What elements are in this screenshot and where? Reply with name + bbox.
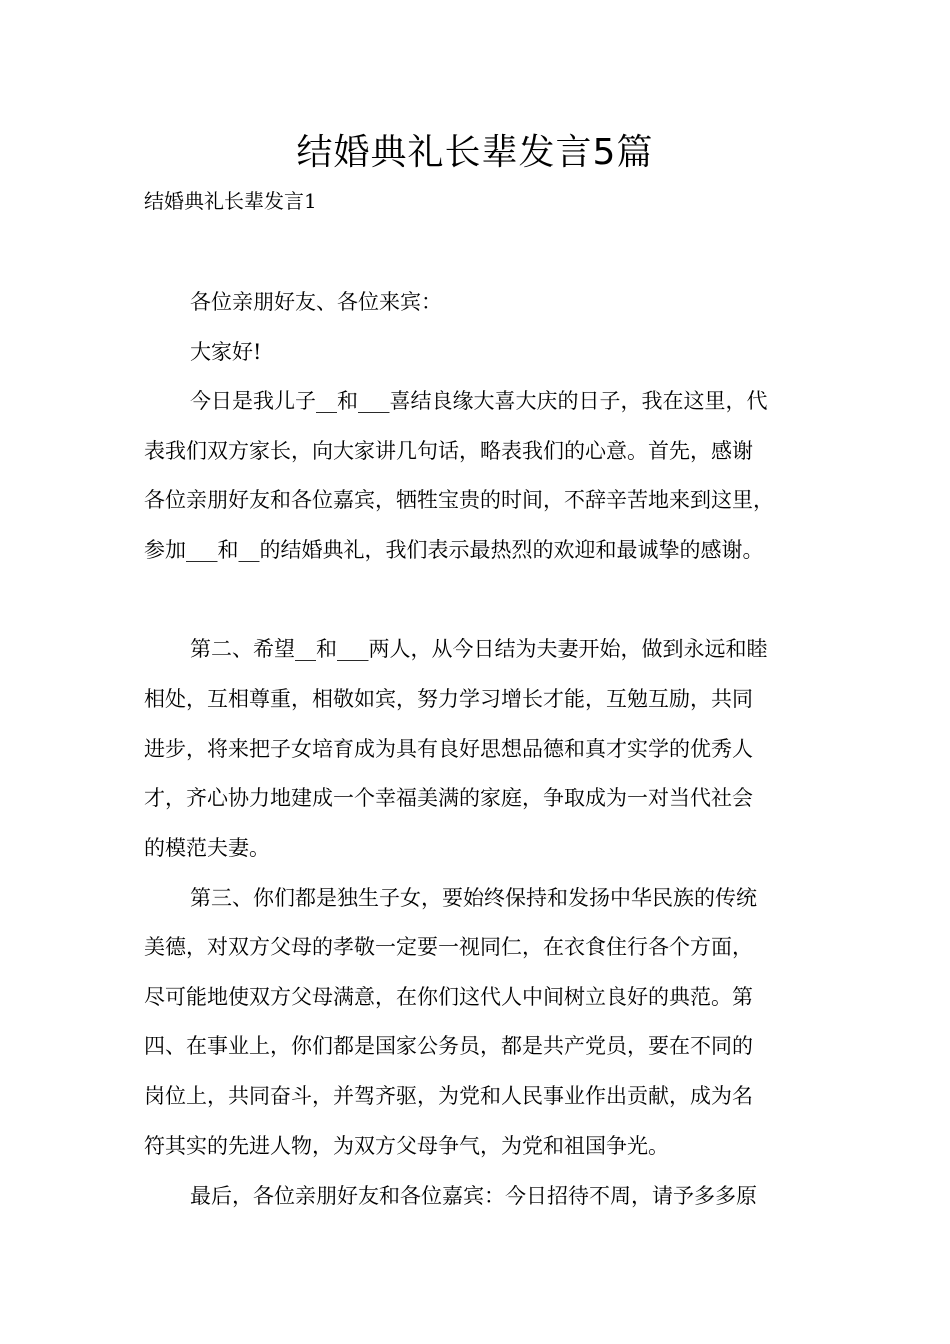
paragraph-line: 各位亲朋好友和各位嘉宾，牺牲宝贵的时间，不辞辛苦地来到这里， bbox=[144, 488, 774, 512]
document-title: 结婚典礼长辈发言5篇 bbox=[296, 132, 654, 173]
paragraph-line: 进步，将来把子女培育成为具有良好思想品德和真才实学的优秀人 bbox=[144, 737, 753, 761]
paragraph-line: 尽可能地使双方父母满意，在你们这代人中间树立良好的典范。第 bbox=[144, 985, 753, 1009]
paragraph-line: 最后，各位亲朋好友和各位嘉宾：今日招待不周，请予多多原 bbox=[190, 1184, 757, 1208]
paragraph-line: 岗位上，共同奋斗，并驾齐驱，为党和人民事业作出贡献，成为名 bbox=[144, 1084, 753, 1108]
paragraph-line: 今日是我儿子__和___喜结良缘大喜大庆的日子，我在这里，代 bbox=[190, 389, 768, 413]
section-heading: 结婚典礼长辈发言1 bbox=[144, 189, 317, 213]
paragraph-line: 四、在事业上，你们都是国家公务员，都是共产党员，要在不同的 bbox=[144, 1034, 753, 1058]
paragraph-line: 表我们双方家长，向大家讲几句话，略表我们的心意。首先，感谢 bbox=[144, 439, 753, 463]
paragraph-line: 美德，对双方父母的孝敬一定要一视同仁，在衣食住行各个方面， bbox=[144, 935, 753, 959]
salutation-line: 各位亲朋好友、各位来宾： bbox=[190, 290, 442, 314]
paragraph-line: 才，齐心协力地建成一个幸福美满的家庭，争取成为一对当代社会 bbox=[144, 786, 753, 810]
paragraph-line: 的模范夫妻。 bbox=[144, 836, 270, 860]
paragraph-line: 参加___和__的结婚典礼，我们表示最热烈的欢迎和最诚挚的感谢。 bbox=[144, 538, 764, 562]
greeting-line: 大家好! bbox=[190, 340, 262, 364]
paragraph-line: 符其实的先进人物，为双方父母争气，为党和祖国争光。 bbox=[144, 1134, 669, 1158]
paragraph-line: 第二、希望__和___两人，从今日结为夫妻开始，做到永远和睦 bbox=[190, 637, 768, 661]
paragraph-line: 第三、你们都是独生子女，要始终保持和发扬中华民族的传统 bbox=[190, 886, 757, 910]
paragraph-line: 相处，互相尊重，相敬如宾，努力学习增长才能，互勉互励，共同 bbox=[144, 687, 753, 711]
